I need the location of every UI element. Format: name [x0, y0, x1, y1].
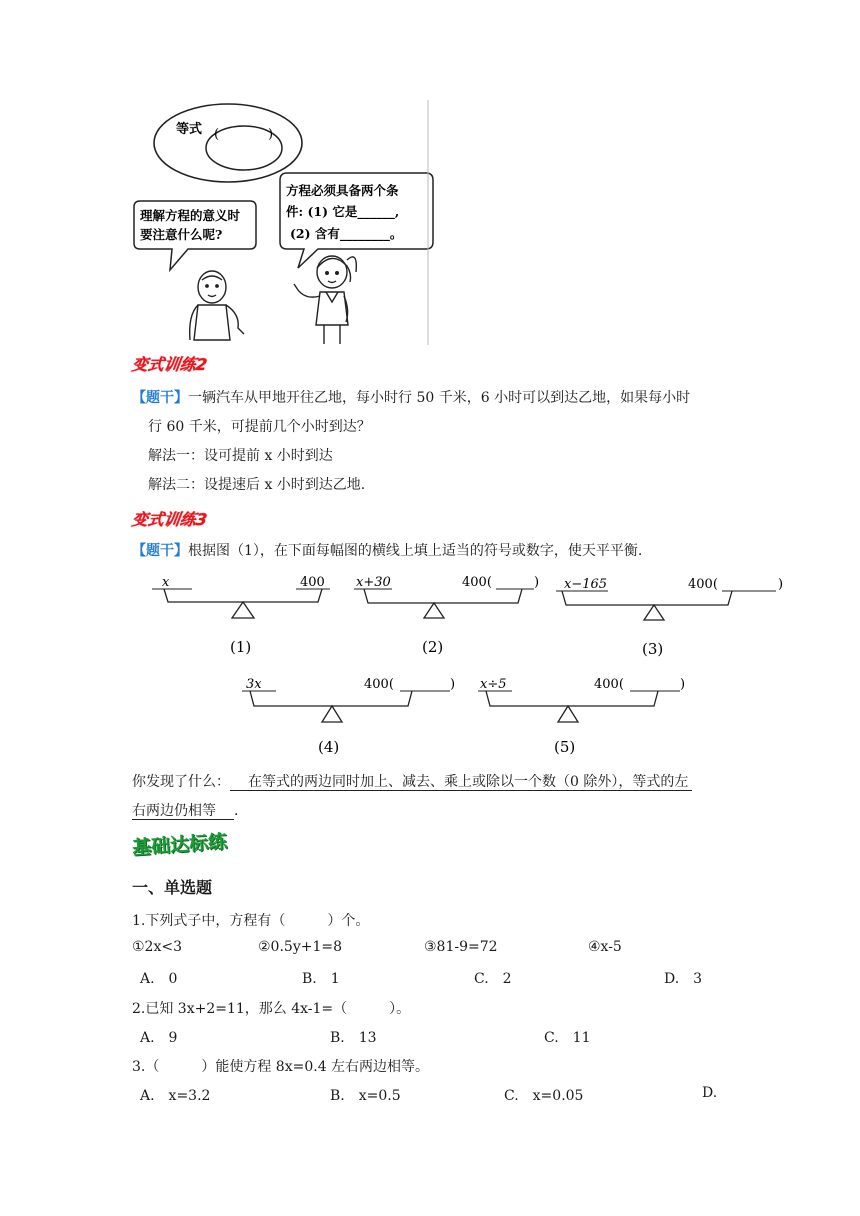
balance-1	[148, 572, 338, 662]
q2-stem: 2.已知 3x+2=11，那么 4x-1=（ ）。	[132, 1001, 411, 1017]
balance-3-left: x−165	[564, 577, 608, 592]
balance-4	[240, 672, 460, 762]
variant-2-question-line-1	[132, 387, 690, 407]
q3-option-a[interactable]: A. x=3.2	[140, 1088, 211, 1104]
question-tag: 【题干】	[132, 390, 188, 406]
balance-3-right-close: )	[778, 577, 784, 592]
discovery-answer-1: 在等式的两边同时加上、减去、乘上或除以一个数（0 除外），等式的左	[230, 774, 692, 791]
balance-4-left: 3x	[246, 677, 262, 692]
balance-5	[476, 672, 696, 762]
q3-stem: 3.（ ）能使方程 8x=0.4 左右两边相等。	[132, 1059, 430, 1075]
q1-stem: 1.下列式子中，方程有（ ）个。	[132, 913, 370, 929]
balance-5-right: 400(	[594, 677, 624, 692]
balance-5-right-close: )	[680, 677, 686, 692]
q1-option-d[interactable]: D. 3	[664, 971, 703, 987]
q2-option-c[interactable]: C. 11	[544, 1030, 591, 1046]
variant-2-question-line-2: 行 60 千米，可提前几个小时到达？	[148, 419, 371, 435]
q3-option-b[interactable]: B. x=0.5	[330, 1088, 401, 1104]
variant-2-method-2: 解法二：设提速后 x 小时到达乙地.	[148, 477, 366, 493]
q1-option-a[interactable]: A. 0	[140, 971, 178, 987]
balance-4-right: 400(	[364, 677, 394, 692]
left-bubble-line-1: 理解方程的意义时	[140, 208, 241, 223]
variant-3-title: 变式训练3	[130, 510, 209, 529]
question-tag: 【题干】	[132, 543, 188, 559]
balance-2-right-close: )	[534, 575, 540, 590]
q2-option-a[interactable]: A. 9	[140, 1030, 178, 1046]
balance-1-left: x	[162, 575, 170, 590]
q1-item-2: ②0.5y+1=8	[258, 939, 342, 955]
section-single-choice: 一、单选题	[132, 878, 213, 897]
variant-3-text: 根据图（1），在下面每幅图的横线上填上适当的符号或数字，使天平平衡.	[188, 543, 643, 559]
right-bubble-line-2: 件: (1) 它是______,	[286, 204, 400, 219]
right-bubble-line-3: (2) 含有________。	[290, 226, 403, 241]
svg-text:(: (	[214, 127, 220, 142]
q3-option-d[interactable]: D.	[702, 1085, 718, 1101]
balance-3	[552, 572, 788, 662]
balance-2	[352, 572, 542, 662]
balance-1-right: 400	[300, 575, 325, 590]
variant-2-text-1: 一辆汽车从甲地开往乙地，每小时行 50 千米，6 小时可以到达乙地，如果每小时	[188, 390, 691, 406]
q1-item-3: ③81-9=72	[424, 939, 498, 955]
balance-1-caption: (1)	[230, 638, 252, 656]
left-bubble-line-2: 要注意什么呢?	[140, 227, 223, 242]
right-bubble-line-1: 方程必须具备两个条	[286, 183, 399, 198]
variant-2-title: 变式训练2	[130, 355, 209, 374]
variant-3-question	[132, 540, 642, 560]
balance-2-left: x+30	[356, 575, 391, 590]
balance-3-caption: (3)	[642, 640, 664, 658]
discovery-line-1	[132, 771, 692, 791]
discovery-end: .	[234, 803, 239, 819]
variant-2-method-1: 解法一：设可提前 x 小时到达	[148, 448, 333, 464]
q1-item-1: ①2x<3	[132, 939, 182, 955]
q1-item-4: ④x-5	[588, 939, 622, 955]
balance-2-right: 400(	[462, 575, 492, 590]
q1-option-b[interactable]: B. 1	[302, 971, 340, 987]
balance-3-right: 400(	[688, 577, 718, 592]
equation-cartoon	[128, 100, 438, 345]
discovery-answer-2: 右两边仍相等	[132, 803, 234, 820]
q3-option-c[interactable]: C. x=0.05	[504, 1088, 584, 1104]
discovery-label: 你发现了什么：	[132, 774, 230, 790]
q2-option-b[interactable]: B. 13	[330, 1030, 377, 1046]
svg-text:): )	[268, 127, 274, 142]
ellipse-label: 等式	[176, 122, 203, 137]
balance-4-caption: (4)	[318, 738, 340, 756]
discovery-line-2	[132, 800, 238, 820]
balance-2-caption: (2)	[422, 638, 444, 656]
basic-practice-title: 基础达标练	[131, 830, 228, 860]
balance-5-left: x÷5	[480, 677, 507, 692]
balance-5-caption: (5)	[554, 738, 576, 756]
q1-option-c[interactable]: C. 2	[474, 971, 512, 987]
balance-4-right-close: )	[450, 677, 456, 692]
